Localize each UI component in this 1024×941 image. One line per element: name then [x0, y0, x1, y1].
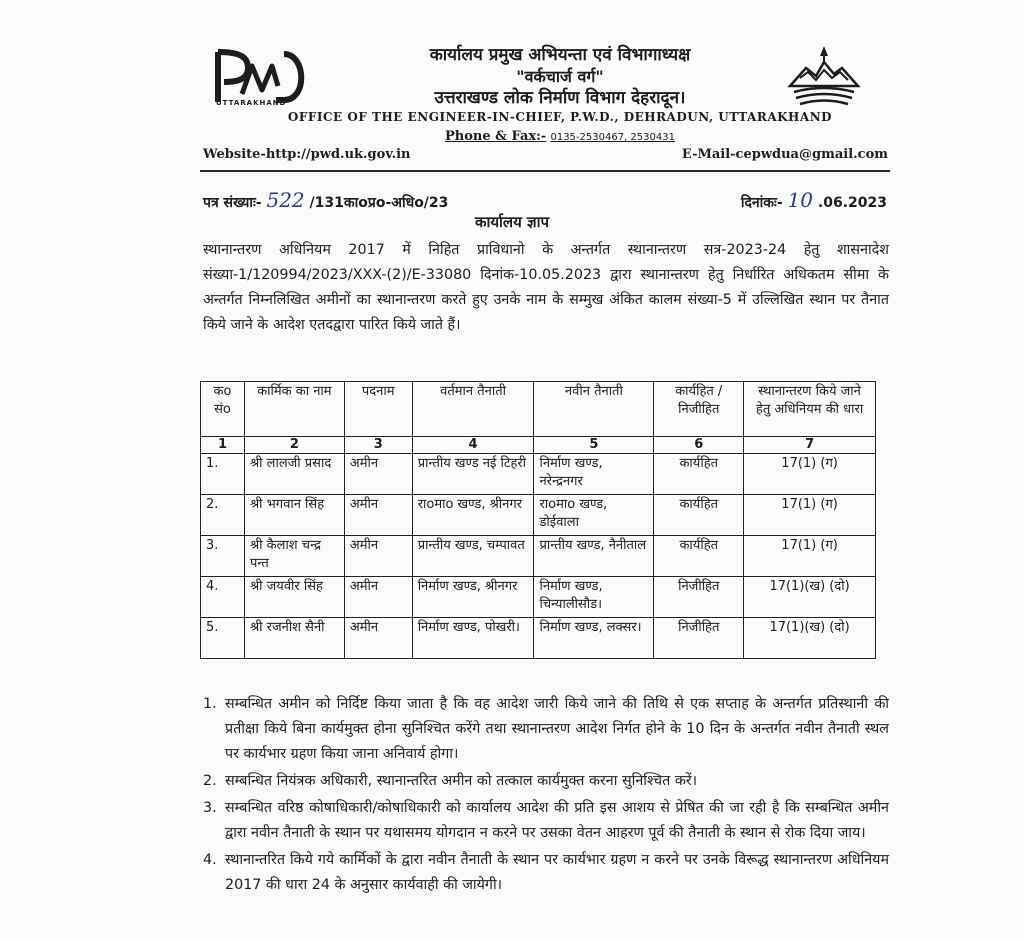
- cell-interest: कार्यहित: [654, 536, 744, 577]
- col-number: 2: [244, 437, 344, 454]
- cell-new-posting: प्रान्तीय खण्ड, नैनीताल: [534, 536, 654, 577]
- letter-number: [203, 188, 448, 212]
- list-item: [203, 848, 889, 898]
- item-text: सम्बन्धित अमीन को निर्दिष्ट किया जाता है कि वह आदेश जारी किये जाने की तिथि से एक सप्ताह के अन्तर्गत प्रतिस्थानी की प्रतीक्षा किये बिना कार्यमुक्त होना सुनिश्चित करेंगे तथा स्थानान्तरण आदेश निर्गत होने के 10 दिन के अन्तर्गत नवीन तैनाती स्थल पर कार्यभार ग्रहण किया जाना अनिवार्य होगा।: [225, 696, 889, 762]
- letter-number-handwritten: 522: [266, 188, 305, 212]
- cell-new-posting: निर्माण खण्ड, चिन्यालीसौड।: [534, 577, 654, 618]
- cell-interest: निजीहित: [654, 618, 744, 659]
- col-number: 3: [344, 437, 412, 454]
- cell-current-posting: प्रान्तीय खण्ड नई टिहरी: [412, 454, 534, 495]
- header-current-posting: वर्तमान तैनाती: [412, 382, 534, 437]
- email-link[interactable]: E-Mail-cepwdua@gmail.com: [681, 147, 888, 162]
- header-designation: पदनाम: [344, 382, 412, 437]
- item-number: 2.: [203, 773, 217, 789]
- table-row: [201, 536, 876, 577]
- phone-label: Phone & Fax:-: [445, 129, 547, 144]
- cell-name: श्री कैलाश चन्द्र पन्त: [244, 536, 344, 577]
- cell-interest: कार्यहित: [654, 495, 744, 536]
- list-item: [203, 796, 889, 846]
- phone-numbers: 0135-2530467, 2530431: [550, 132, 675, 143]
- cell-sno: 5.: [201, 618, 245, 659]
- logo-subtext: UTTARAKHAND: [216, 99, 287, 107]
- header-new-posting: नवीन तैनाती: [534, 382, 654, 437]
- intro-paragraph: स्थानान्तरण अधिनियम 2017 में निहित प्राविधानो के अन्तर्गत स्थानान्तरण सत्र-2023-24 हेतु शासनादेश संख्या-1/120994/2023/XXX-(2)/E-33080 दिनांक-10.05.2023 द्वारा स्थानान्तरण हेतु निर्धारित अधिकतम सीमा के अन्तर्गत निम्नलिखित अमीनों का स्थानान्तरण करते हुए उनके नाम के सम्मुख अंकित कालम संख्या-5 में उल्लिखित स्थान पर तैनात किये जाने के आदेश एतदद्वारा पारित किये जाते हैं।: [203, 242, 889, 333]
- date-handwritten: 10: [787, 188, 814, 212]
- col-number: 6: [654, 437, 744, 454]
- cell-designation: अमीन: [344, 577, 412, 618]
- cell-sno: 4.: [201, 577, 245, 618]
- cell-sno: 2.: [201, 495, 245, 536]
- list-item: [203, 769, 889, 794]
- cell-designation: अमीन: [344, 454, 412, 495]
- cell-new-posting: राoमाo खण्ड, डोईवाला: [534, 495, 654, 536]
- cell-name: श्री भगवान सिंह: [244, 495, 344, 536]
- cell-section: 17(1)(ख) (दो): [744, 577, 876, 618]
- letter-date: [741, 188, 887, 212]
- cell-current-posting: प्रान्तीय खण्ड, चम्पावत: [412, 536, 534, 577]
- table-row: [201, 495, 876, 536]
- cell-interest: कार्यहित: [654, 454, 744, 495]
- item-text: स्थानान्तरित किये गये कार्मिकों के द्वारा नवीन तैनाती के स्थान पर कार्यभार ग्रहण न करने पर उनके विरूद्ध स्थानान्तरण अधिनियम 2017 की धारा 24 के अनुसार कार्यवाही की जायेगी।: [225, 852, 889, 893]
- col-number: 7: [744, 437, 876, 454]
- instructions-list: [203, 692, 889, 900]
- cell-current-posting: निर्माण खण्ड, श्रीनगर: [412, 577, 534, 618]
- cell-new-posting: निर्माण खण्ड, नरेन्द्रनगर: [534, 454, 654, 495]
- table-header-row: [201, 382, 876, 437]
- transfer-table: [200, 381, 876, 659]
- document-title: कार्यालय ज्ञाप: [474, 213, 550, 231]
- workcharge-class: "वर्कचार्ज वर्ग": [516, 67, 604, 86]
- cell-section: 17(1) (ग): [744, 495, 876, 536]
- phone-fax: [250, 129, 870, 144]
- item-number: 1.: [203, 696, 217, 712]
- table-row: [201, 577, 876, 618]
- cell-sno: 1.: [201, 454, 245, 495]
- cell-new-posting: निर्माण खण्ड, लक्सर।: [534, 618, 654, 659]
- item-number: 3.: [203, 800, 217, 816]
- table-row: [201, 454, 876, 495]
- date-suffix: .06.2023: [817, 195, 887, 211]
- table-row: [201, 618, 876, 659]
- item-text: सम्बन्धित नियंत्रक अधिकारी, स्थानान्तरित अमीन को तत्काल कार्यमुक्त करना सुनिश्चित करें।: [225, 773, 698, 789]
- item-number: 4.: [203, 852, 217, 868]
- cell-section: 17(1)(ख) (दो): [744, 618, 876, 659]
- item-text: सम्बन्धित वरिष्ठ कोषाधिकारी/कोषाधिकारी को कार्यालय आदेश की प्रति इस आशय से प्रेषित की जा रही है कि सम्बन्धित अमीन द्वारा नवीन तैनाती के स्थान पर यथासमय योगदान न करने पर उसका वेतन आहरण पूर्व की तैनाती के स्थान से रोक दिया जाय।: [225, 800, 889, 841]
- list-item: [203, 692, 889, 767]
- col-number: 1: [201, 437, 245, 454]
- cell-name: श्री लालजी प्रसाद: [244, 454, 344, 495]
- letter-number-suffix: /131काoप्रo-अधिo/23: [309, 195, 449, 211]
- header-act-section: स्थानान्तरण किये जाने हेतु अधिनियम की धारा: [744, 382, 876, 437]
- office-title-hindi: कार्यालय प्रमुख अभियन्ता एवं विभागाध्यक्ष: [429, 45, 691, 65]
- cell-current-posting: राoमाo खण्ड, श्रीनगर: [412, 495, 534, 536]
- col-number: 4: [412, 437, 534, 454]
- header-divider: [200, 170, 890, 172]
- column-number-row: [201, 437, 876, 454]
- letter-number-prefix: पत्र संख्याः-: [203, 195, 262, 211]
- cell-name: श्री जयवीर सिंह: [244, 577, 344, 618]
- header-sno: कo संo: [201, 382, 245, 437]
- cell-name: श्री रजनीश सैनी: [244, 618, 344, 659]
- cell-interest: निजीहित: [654, 577, 744, 618]
- cell-section: 17(1) (ग): [744, 536, 876, 577]
- website-link[interactable]: Website-http://pwd.uk.gov.in: [203, 147, 411, 162]
- office-title-english: OFFICE OF THE ENGINEER-IN-CHIEF, P.W.D., DEHRADUN, UTTARAKHAND: [287, 110, 833, 124]
- col-number: 5: [534, 437, 654, 454]
- cell-designation: अमीन: [344, 536, 412, 577]
- date-prefix: दिनांकः-: [740, 195, 783, 211]
- cell-designation: अमीन: [344, 618, 412, 659]
- department-name-hindi: उत्तराखण्ड लोक निर्माण विभाग देहरादून।: [434, 88, 686, 108]
- cell-sno: 3.: [201, 536, 245, 577]
- header-name: कार्मिक का नाम: [244, 382, 344, 437]
- cell-current-posting: निर्माण खण्ड, पोखरी।: [412, 618, 534, 659]
- cell-designation: अमीन: [344, 495, 412, 536]
- cell-section: 17(1) (ग): [744, 454, 876, 495]
- header-interest: कार्यहित / निजीहित: [654, 382, 744, 437]
